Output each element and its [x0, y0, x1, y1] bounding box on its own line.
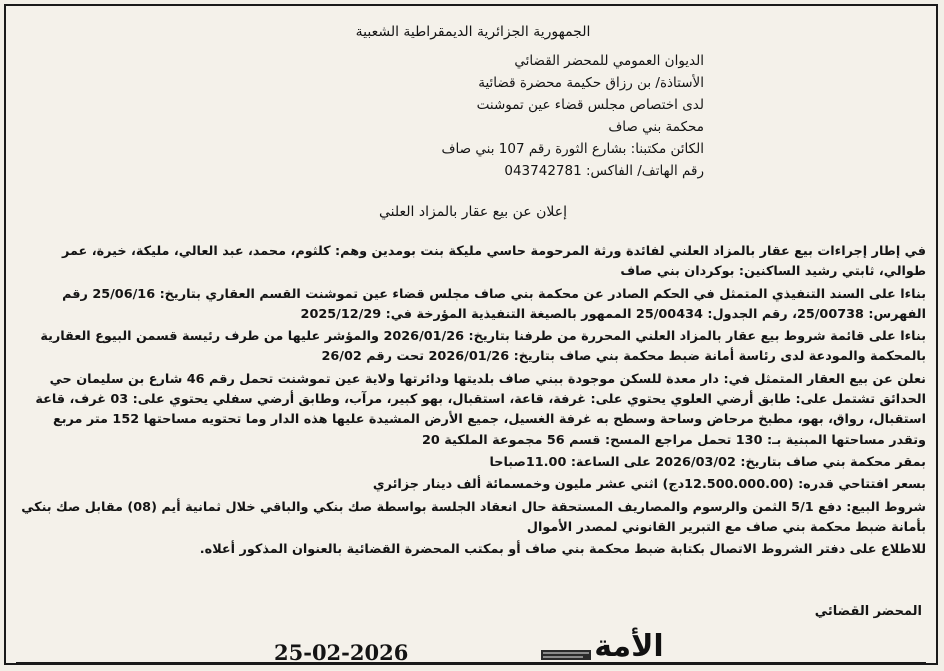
newspaper-logo [541, 626, 665, 664]
office-address-block [442, 50, 704, 182]
office-line: لدى اختصاص مجلس قضاء عين تموشنت [476, 97, 704, 113]
body-paragraph: بسعر افتتاحي قدره: (12.500.000.00دج) اثني عشر مليون وخمسمائة ألف دينار جزائري [372, 477, 926, 493]
office-line: الديوان العمومي للمحضر القضائي [514, 53, 704, 69]
office-line: محكمة بني صاف [608, 119, 704, 135]
office-line: الأستاذة/ بن رزاق حكيمة محضرة قضائية [478, 75, 704, 91]
body-paragraph: في إطار إجراءات بيع عقار بالمزاد العلني لفائدة ورثة المرحومة حاسي مليكة بنت بومدين وهم: كلثوم، محمد، عبد العالي، مليكة، خيرة، عمر طوالي، ثابتي رشيد الساكنين: بوكردان بني صاف [62, 244, 926, 280]
signature-label: المحضر القضائي [814, 604, 922, 619]
publication-date: 25-02-2026 [274, 640, 409, 665]
body-paragraph: نعلن عن بيع العقار المتمثل في: دار معدة للسكن موجودة ببني صاف بلديتها ودائرتها ولاية عين تموشنت تحمل رقم 46 شارع بن سليمان حي الحدائق تشتمل على: طابق أرضي العلوي يحتوي على: غرفة، قاعة، استقبال، بهو كبير، مرآب، وطابق أرضي سفلي يحتوي على: 03 غرف، قاعة استقبال، رواق، بهو، مطبخ مرحاض وساحة وسطح به غرفة الغسيل، جميع الأرض المشيدة عليها هذه الدار وما تحتويه مساحتها 152 متر مربع وتقدر مساحتها المبنية بـ: 130 تحمل مراجع المسح: قسم 56 مجموعة الملكية 20 [35, 371, 926, 448]
footer-divider [16, 662, 926, 664]
body-paragraph: بناءا على قائمة شروط بيع عقار بالمزاد العلني المحررة من طرفنا بتاريخ: 2026/01/26 والمؤشر عليها من طرف رئيسة قسمن البيوع العقارية بالمحكمة والمودعة لدى رئاسة أمانة ضبط محكمة بني صاف بتاريخ: 2026/01/26 تحت رقم 26/02 [40, 329, 926, 365]
office-line: الكائن مكتبنا: بشارع الثورة رقم 107 بني صاف [441, 141, 704, 157]
logo-text: الأمة [594, 629, 664, 664]
announcement-body [18, 242, 926, 562]
body-paragraph: بمقر محكمة بني صاف بتاريخ: 2026/03/02 على الساعة: 11.00صباحا [489, 454, 926, 470]
office-line: رقم الهاتف/ الفاكس: 043742781 [504, 163, 704, 179]
body-paragraph: بناءا على السند التنفيذي المتمثل في الحكم الصادر عن محكمة بني صاف مجلس قضاء عين تموشنت القسم العقاري بتاريخ: 25/06/16 رقم الفهرس: 25/00738، رقم الجدول: 25/00434 الممهور بالصيغة التنفيذية المؤرخة في: 2025/12/29 [62, 286, 926, 322]
body-paragraph: للاطلاع على دفتر الشروط الاتصال بكتابة ضبط محكمة بني صاف أو بمكتب المحضرة القضائية بالعنوان المذكور أعلاه. [199, 542, 926, 558]
body-paragraph: شروط البيع: دفع 5/1 الثمن والرسوم والمصاريف المستحقة حال انعقاد الجلسة بواسطة صك بنكي والباقي خلال ثمانية أيم (08) مقابل صك بنكي بأمانة ضبط محكمة بني صاف مع التبرير القانوني لمصدر الأموال [21, 499, 926, 535]
announcement-page [4, 4, 938, 665]
republic-header: الجمهورية الجزائرية الديمقراطية الشعبية [355, 24, 591, 40]
announcement-title: إعلان عن بيع عقار بالمزاد العلني [379, 204, 567, 220]
